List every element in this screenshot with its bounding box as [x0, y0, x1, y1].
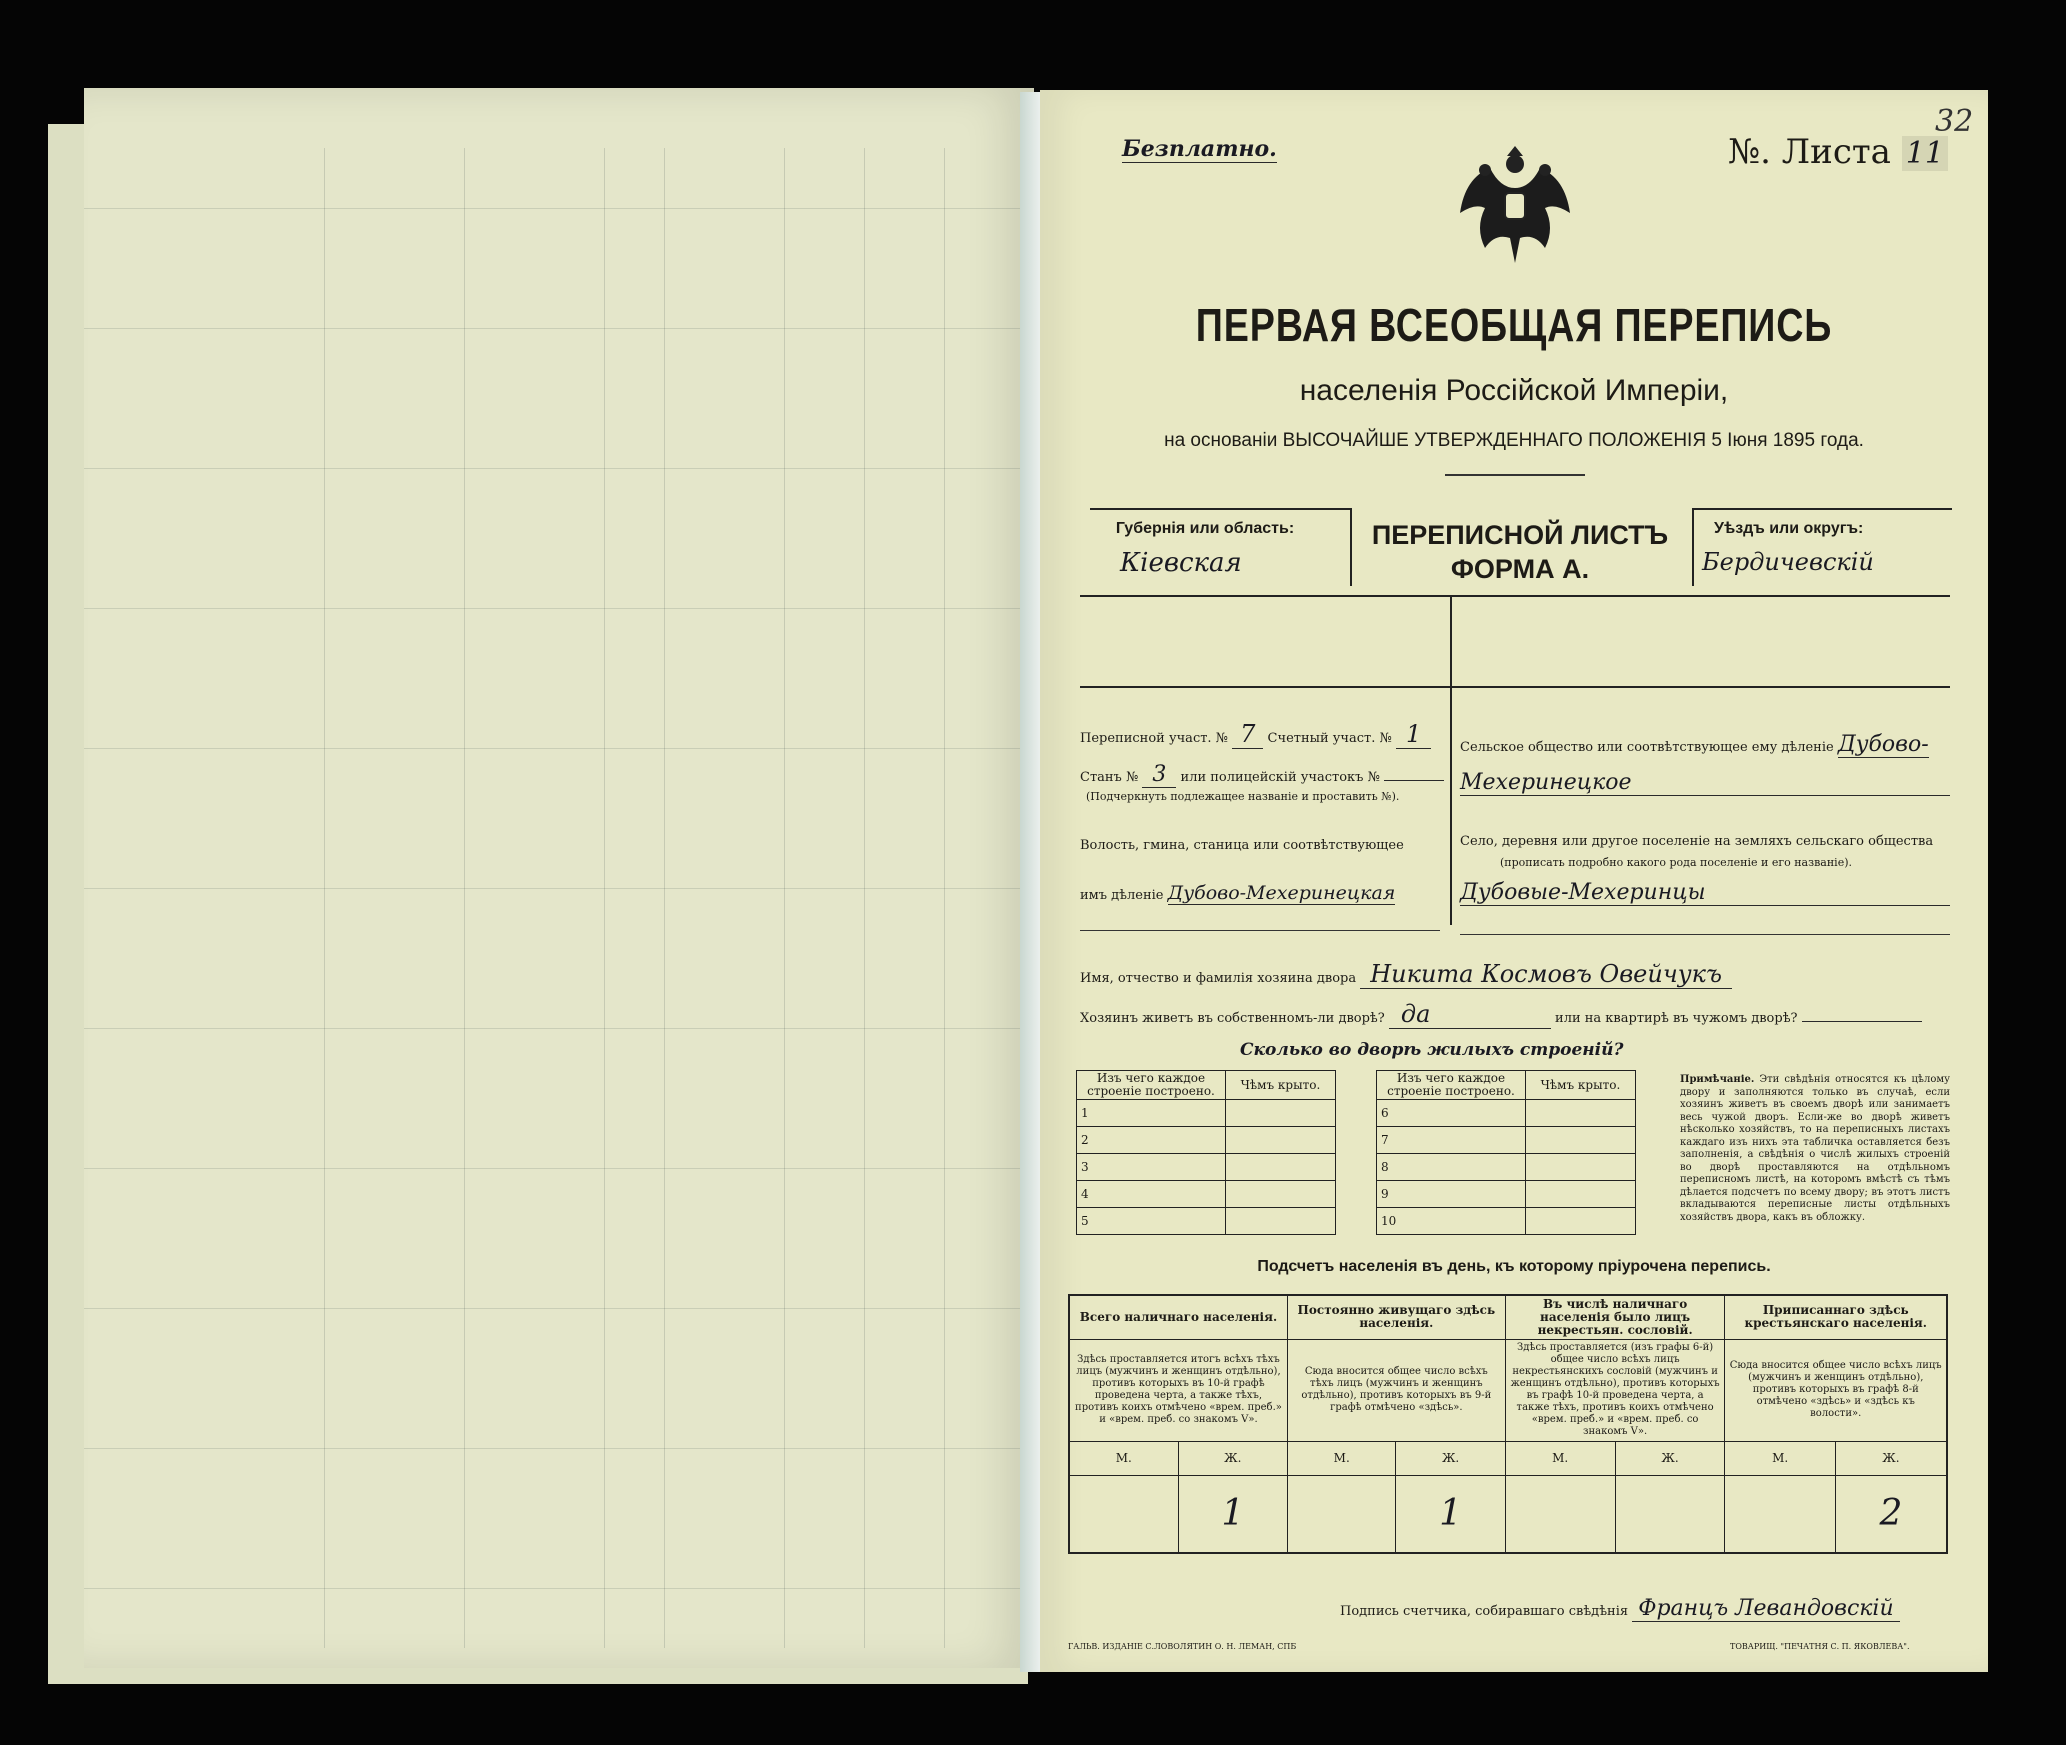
- uezd-box: [1692, 508, 1952, 586]
- grid-line: [84, 208, 1034, 209]
- owner-name-row: [1080, 960, 1732, 988]
- female-header: Ж.: [1178, 1441, 1287, 1475]
- building-row-number: 6: [1377, 1100, 1526, 1127]
- buildings-note: [1680, 1074, 1950, 1224]
- building-roof-cell: [1526, 1181, 1636, 1208]
- society-value-2: Мехеринецкое: [1460, 770, 1950, 796]
- buildings-note-text: Эти свѣдѣнія относятся къ цѣлому двору и заполняются только въ случаѣ, если хозяинъ живетъ въ своемъ дворѣ или занимаетъ весь чужой дворъ. Если-же во дворѣ живетъ нѣсколько хозяйствъ, то на переписныхъ листахъ каждаго изъ нихъ эта табличка оставляется безъ заполненія, а свѣдѣнія о числѣ жилыхъ строеній во дворѣ проставляются на отдѣльномъ переписномъ листѣ, на которомъ вмѣстѣ съ тѣмъ дѣлается подсчетъ по всему двору; въ этотъ листъ вкладываются переписные листы отдѣльныхъ хозяйствъ двора, какъ въ обложку.: [1680, 1074, 1950, 1223]
- grid-line: [944, 148, 945, 1648]
- population-count-table: [1068, 1294, 1948, 1554]
- count-header: Всего наличнаго населенія.: [1069, 1295, 1287, 1339]
- divider: [1080, 595, 1950, 597]
- grid-line: [84, 328, 1034, 329]
- counting-area-value: 1: [1396, 720, 1431, 749]
- free-label: Безплатно.: [1122, 136, 1277, 162]
- count-value: [1287, 1475, 1396, 1553]
- count-value: [1615, 1475, 1725, 1553]
- volost-label: Волость, гмина, станица или соотвѣтствующее: [1080, 838, 1404, 853]
- grid-line: [84, 468, 1034, 469]
- rent-value: [1802, 1021, 1922, 1022]
- col-material: Изъ чего каждое строеніе построено.: [1377, 1071, 1526, 1100]
- village-line: [1460, 934, 1950, 935]
- count-header: Приписаннаго здѣсь крестьянскаго населенія.: [1725, 1295, 1947, 1339]
- building-row-number: 4: [1077, 1181, 1226, 1208]
- male-header: М.: [1725, 1441, 1835, 1475]
- grid-line: [84, 888, 1034, 889]
- counting-area-label: Счетный участ. №: [1267, 731, 1392, 746]
- buildings-table-right: [1376, 1070, 1636, 1235]
- printer-left: ГАЛЬВ. ИЗДАНІЕ С.ЛОВОЛЯТИН О. Н. ЛЕМАН, СПБ: [1068, 1642, 1297, 1651]
- volost-label-2: имъ дѣленіе: [1080, 888, 1164, 903]
- count-description: Здѣсь проставляется (изъ графы 6-й) общее число всѣхъ лицъ некрестьянскихъ сословій (мужчинъ и женщинъ отдѣльно), противъ которыхъ въ графѣ 10-й проведена черта, а также тѣхъ, противъ коихъ отмѣчено «врем. преб.» и «врем. преб. со знакомъ V».: [1505, 1339, 1725, 1441]
- count-value: [1069, 1475, 1178, 1553]
- female-header: Ж.: [1835, 1441, 1947, 1475]
- count-value: 1: [1178, 1475, 1287, 1553]
- count-title: Подсчетъ населенія въ день, къ которому пріурочена перепись.: [1257, 1258, 1771, 1275]
- left-page: [84, 88, 1034, 1668]
- count-description: Сюда вносится общее число всѣхъ лицъ (мужчинъ и женщинъ отдѣльно), противъ которыхъ въ графѣ 8-й отмѣчено «здѣсь» и «здѣсь къ волости».: [1725, 1339, 1947, 1441]
- female-header: Ж.: [1396, 1441, 1505, 1475]
- divider: [1080, 686, 1950, 688]
- police-value: [1384, 780, 1444, 781]
- building-row-number: 9: [1377, 1181, 1526, 1208]
- police-label: или полицейскій участокъ №: [1180, 770, 1380, 785]
- count-value: 1: [1396, 1475, 1505, 1553]
- society-label: Сельское общество или соотвѣтствующее ему дѣленіе: [1460, 740, 1834, 755]
- double-headed-eagle-emblem: [1450, 138, 1580, 278]
- building-roof-cell: [1226, 1100, 1336, 1127]
- col-material: Изъ чего каждое строеніе построено.: [1077, 1071, 1226, 1100]
- form-title: ПЕРВАЯ ВСЕОБЩАЯ ПЕРЕПИСЬ: [1195, 299, 1833, 351]
- building-roof-cell: [1526, 1127, 1636, 1154]
- own-yard-value: да: [1389, 1000, 1551, 1029]
- rent-label: или на квартирѣ въ чужомъ дворѣ?: [1555, 1011, 1798, 1026]
- stan-value: 3: [1142, 762, 1176, 788]
- grid-line: [84, 1588, 1034, 1589]
- volost-value: Дубово-Мехеринецкая: [1167, 882, 1396, 904]
- uezd-label: Уѣздъ или округъ:: [1714, 520, 1864, 537]
- building-row-number: 3: [1077, 1154, 1226, 1181]
- stan-label: Станъ №: [1080, 770, 1139, 785]
- grid-line: [664, 148, 665, 1648]
- building-roof-cell: [1526, 1208, 1636, 1235]
- sheet-number-label-text: №. Листа: [1728, 132, 1891, 172]
- district-note: (Подчеркнуть подлежащее названіе и проставить №).: [1086, 790, 1400, 803]
- signature-value: Францъ Левандовскій: [1632, 1596, 1899, 1622]
- volost-row: [1080, 882, 1440, 904]
- society-value: Дубово-: [1837, 732, 1929, 757]
- male-header: М.: [1069, 1441, 1178, 1475]
- form-basis: на основаніи ВЫСОЧАЙШЕ УТВЕРЖДЕННАГО ПОЛОЖЕНІЯ 5 Іюня 1895 года.: [1164, 430, 1864, 451]
- stan-row: [1080, 762, 1444, 787]
- building-roof-cell: [1526, 1154, 1636, 1181]
- count-value: [1725, 1475, 1835, 1553]
- grid-line: [784, 148, 785, 1648]
- building-row-number: 1: [1077, 1100, 1226, 1127]
- buildings-label: Сколько во дворѣ жилыхъ строеній?: [1240, 1040, 1624, 1060]
- gubernia-label: Губернія или область:: [1115, 520, 1295, 537]
- own-yard-label: Хозяинъ живетъ въ собственномъ-ли дворѣ?: [1080, 1011, 1385, 1026]
- sheet-title: ПЕРЕПИСНОЙ ЛИСТЪ: [1371, 520, 1669, 550]
- count-value: [1505, 1475, 1615, 1553]
- col-roof: Чѣмъ крыто.: [1526, 1071, 1636, 1100]
- grid-line: [84, 748, 1034, 749]
- village-label: Село, деревня или другое поселеніе на земляхъ сельскаго общества: [1460, 834, 1934, 849]
- building-roof-cell: [1226, 1154, 1336, 1181]
- owner-name-label: Имя, отчество и фамилія хозяина двора: [1080, 971, 1357, 986]
- gubernia-box: [1090, 508, 1352, 586]
- building-roof-cell: [1226, 1208, 1336, 1235]
- building-row-number: 2: [1077, 1127, 1226, 1154]
- village-note: (прописать подробно какого рода поселеніе и его названіе).: [1500, 856, 1852, 869]
- grid-line: [84, 1308, 1034, 1309]
- ornament-divider: [1445, 474, 1585, 476]
- grid-line: [864, 148, 865, 1648]
- building-roof-cell: [1526, 1100, 1636, 1127]
- grid-line: [84, 1448, 1034, 1449]
- grid-line: [604, 148, 605, 1648]
- buildings-note-title: Примѣчаніе.: [1680, 1074, 1755, 1085]
- count-description: Сюда вносится общее число всѣхъ тѣхъ лицъ (мужчинъ и женщинъ отдѣльно), противъ которыхъ въ 9-й графѣ отмѣчено «здѣсь».: [1287, 1339, 1505, 1441]
- grid-line: [84, 1028, 1034, 1029]
- sheet-number-label: [1728, 132, 1948, 172]
- signature-label: Подпись счетчика, собиравшаго свѣдѣнія: [1340, 1604, 1629, 1619]
- count-header: Постоянно живущаго здѣсь населенія.: [1287, 1295, 1505, 1339]
- village-value: Дубовые-Мехеринцы: [1460, 880, 1950, 906]
- sheet-form: ФОРМА А.: [1450, 554, 1590, 584]
- volost-line: [1080, 930, 1440, 931]
- col-roof: Чѣмъ крыто.: [1226, 1071, 1336, 1100]
- census-form-page: [1040, 90, 1988, 1672]
- owner-yard-row: [1080, 1000, 1960, 1029]
- male-header: М.: [1287, 1441, 1396, 1475]
- divider-vertical: [1450, 595, 1452, 925]
- male-header: М.: [1505, 1441, 1615, 1475]
- grid-line: [84, 608, 1034, 609]
- building-roof-cell: [1226, 1181, 1336, 1208]
- count-header: Въ числѣ наличнаго населенія было лицъ некрестьян. сословій.: [1505, 1295, 1725, 1339]
- signature-row: [1340, 1596, 1900, 1621]
- society-row: [1460, 732, 1929, 757]
- grid-line: [84, 1168, 1034, 1169]
- gubernia-value: Кіевская: [1120, 548, 1242, 578]
- grid-line: [324, 148, 325, 1648]
- printer-right: ТОВАРИЩ. "ПЕЧАТНЯ С. П. ЯКОВЛЕВА".: [1730, 1642, 1910, 1651]
- grid-line: [464, 148, 465, 1648]
- female-header: Ж.: [1615, 1441, 1725, 1475]
- building-roof-cell: [1226, 1127, 1336, 1154]
- census-area-row: [1080, 720, 1431, 748]
- building-row-number: 8: [1377, 1154, 1526, 1181]
- corner-number: 32: [1935, 104, 1974, 139]
- uezd-value: Бердичевскій: [1702, 548, 1874, 576]
- owner-name-value: Никита Космовъ Овейчукъ: [1360, 960, 1732, 989]
- building-row-number: 5: [1077, 1208, 1226, 1235]
- form-subtitle: населенія Россійской Имперіи,: [1299, 374, 1729, 407]
- building-row-number: 10: [1377, 1208, 1526, 1235]
- sheet-number-value: 11: [1902, 136, 1948, 171]
- count-value: 2: [1835, 1475, 1947, 1553]
- building-row-number: 7: [1377, 1127, 1526, 1154]
- census-area-value: 7: [1232, 720, 1263, 749]
- count-description: Здѣсь проставляется итогъ всѣхъ тѣхъ лицъ (мужчинъ и женщинъ отдѣльно), противъ которыхъ въ 10-й графѣ проведена черта, а также тѣхъ, противъ коихъ отмѣчено «врем. преб.» и «врем. преб. со знакомъ V».: [1069, 1339, 1287, 1441]
- buildings-table-left: [1076, 1070, 1336, 1235]
- census-area-label: Переписной участ. №: [1080, 731, 1228, 746]
